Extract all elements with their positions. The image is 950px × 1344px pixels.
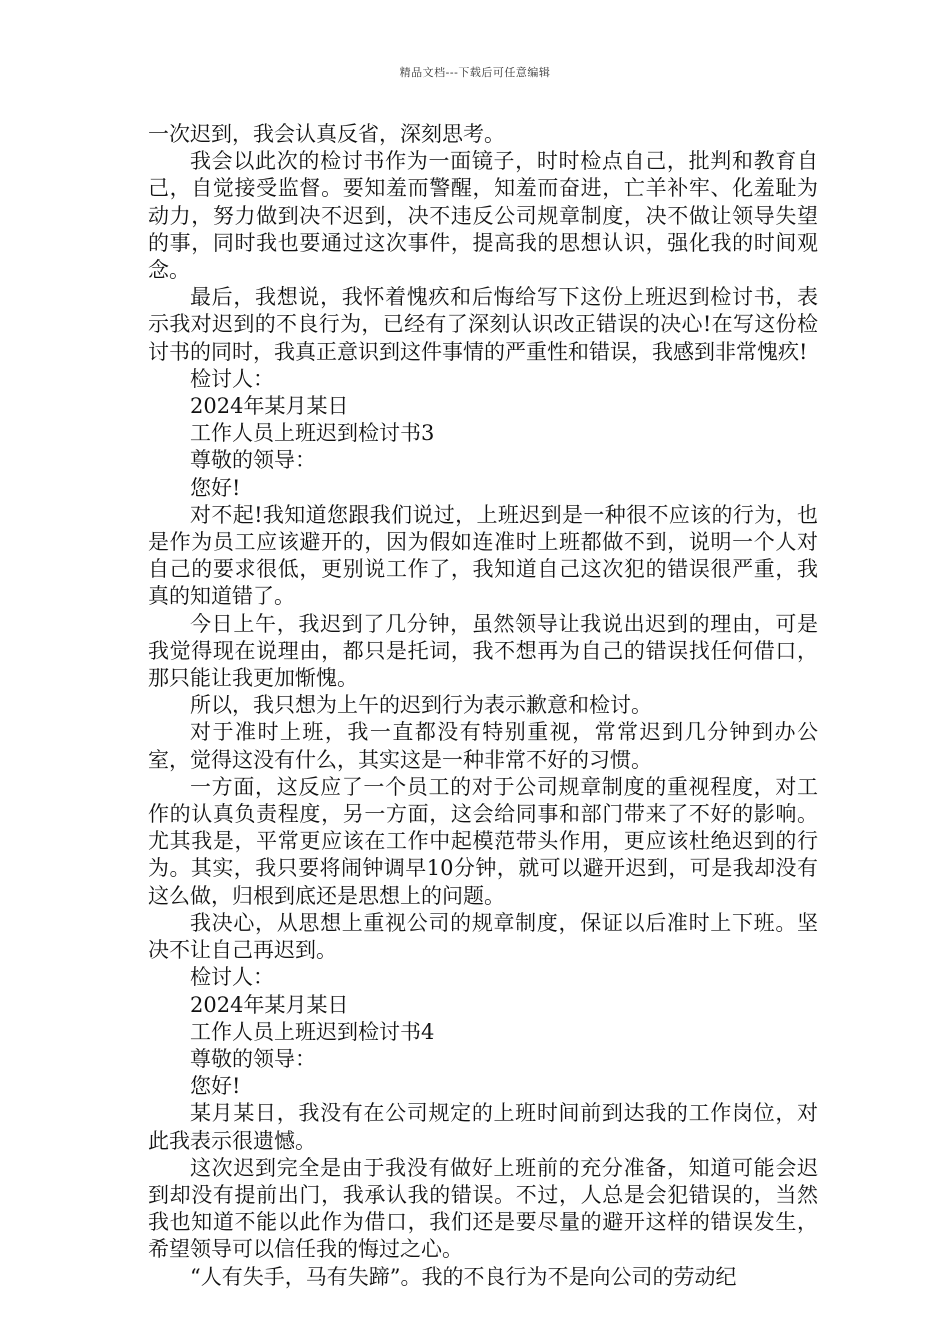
paragraph: 尊敬的领导： <box>190 448 316 473</box>
paragraph: 一方面，这反应了一个员工的对于公司规章制度的重视程度，对工作的认真负责程度，另一方面，这会给同事和部门带来了不好的影响。尤其我是，平常更应该在工作中起模范带头作用，更应该杜绝迟到的行为。其实，我只要将闹钟调早10分钟，就可以避开迟到，可是我却没有这么做，归根到底还是思想上的问题。 <box>148 774 818 908</box>
paragraph: 对不起!我知道您跟我们说过，上班迟到是一种很不应该的行为，也是作为员工应该避开的，因为假如连准时上班都做不到，说明一个人对自己的要求很低，更别说工作了，我知道自己这次犯的错误很严重，我真的知道错了。 <box>148 502 818 609</box>
paragraph: 今日上午，我迟到了几分钟，虽然领导让我说出迟到的理由，可是我觉得现在说理由，都只是托词，我不想再为自己的错误找任何借口，那只能让我更加惭愧。 <box>148 611 818 691</box>
paragraph: 所以，我只想为上午的迟到行为表示歉意和检讨。 <box>190 693 652 718</box>
paragraph: 我会以此次的检讨书作为一面镜子，时时检点自己，批判和教育自己，自觉接受监督。要知羞而警醒，知羞而奋进，亡羊补牢、化羞耻为动力，努力做到决不迟到，决不违反公司规章制度，决不做让领导失望的事，同时我也要通过这次事件，提高我的思想认识，强化我的时间观念。 <box>148 149 818 283</box>
paragraph: 检讨人： <box>190 965 274 990</box>
paragraph: 2024年某月某日 <box>190 394 349 419</box>
paragraph: 某月某日，我没有在公司规定的上班时间前到达我的工作岗位，对此我表示很遗憾。 <box>148 1101 818 1153</box>
paragraph: 工作人员上班迟到检讨书3 <box>190 421 435 446</box>
paragraph: 一次迟到，我会认真反省，深刻思考。 <box>148 122 505 146</box>
paragraph: 对于准时上班，我一直都没有特别重视，常常迟到几分钟到办公室，觉得这没有什么，其实这是一种非常不好的习惯。 <box>148 720 818 772</box>
paragraph: 您好! <box>190 475 241 500</box>
paragraph: 我决心，从思想上重视公司的规章制度，保证以后准时上下班。坚决不让自己再迟到。 <box>148 910 818 963</box>
paragraph: 尊敬的领导： <box>190 1046 316 1071</box>
document-body <box>148 121 818 1291</box>
paragraph: 检讨人： <box>190 366 274 391</box>
paragraph: 这次迟到完全是由于我没有做好上班前的充分准备，知道可能会迟到却没有提前出门，我承认我的错误。不过，人总是会犯错误的，当然我也知道不能以此作为借口，我们还是要尽量的避开这样的错误发生，希望领导可以信任我的悔过之心。 <box>148 1155 818 1262</box>
paragraph: “人有失手，马有失蹄”。我的不良行为不是向公司的劳动纪 <box>190 1264 737 1289</box>
paragraph: 2024年某月某日 <box>190 992 349 1017</box>
paragraph: 最后，我想说，我怀着愧疚和后悔给写下这份上班迟到检讨书，表示我对迟到的不良行为，已经有了深刻认识改正错误的决心!在写这份检讨书的同时，我真正意识到这件事情的严重性和错误，我感到非常愧疚! <box>148 285 818 364</box>
paragraph: 工作人员上班迟到检讨书4 <box>190 1019 435 1044</box>
page-header: 精品文档---下载后可任意编辑 <box>399 66 551 79</box>
paragraph: 您好! <box>190 1074 241 1099</box>
